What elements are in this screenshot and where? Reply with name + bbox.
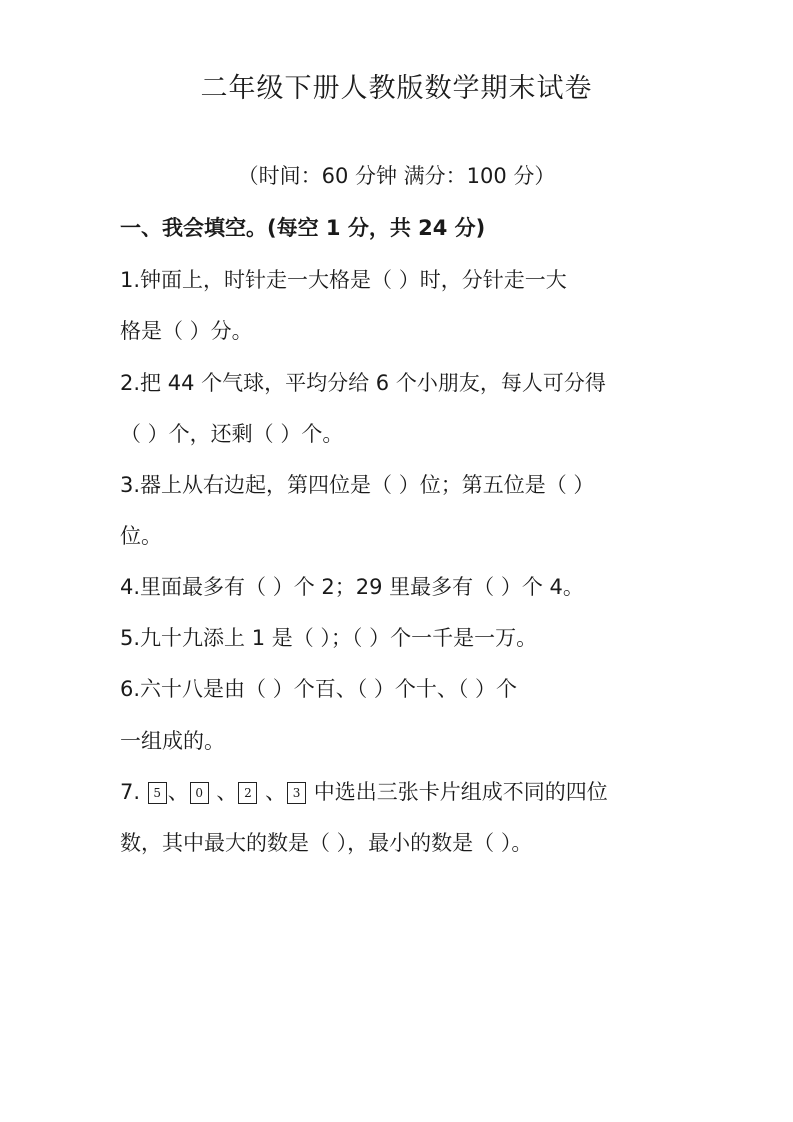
- question-6-line-2: 一组成的。: [120, 729, 225, 753]
- question-7-line-1: [120, 776, 680, 806]
- question-1-line-2: 格是（ ）分。: [120, 319, 253, 343]
- question-3-line-2: 位。: [120, 524, 162, 548]
- exam-info: （时间：60 分钟 满分：100 分）: [237, 164, 556, 188]
- question-2-line-1: 2.把 44 个气球，平均分给 6 个小朋友，每人可分得: [120, 371, 606, 395]
- question-3-line-1: 3.器上从右边起，第四位是（ ）位；第五位是（ ）: [120, 473, 595, 497]
- page-title: 二年级下册人教版数学期末试卷: [200, 73, 593, 104]
- question-5: 5.九十九添上 1 是（ ）；（ ）个一千是一万。: [120, 626, 538, 650]
- section-heading: 一、我会填空。(每空 1 分，共 24 分): [120, 216, 486, 240]
- question-6-line-1: 6.六十八是由（ ）个百、（ ）个十、（ ）个: [120, 677, 518, 701]
- question-7-prefix: 7.: [120, 780, 147, 804]
- card-separator: 、: [167, 780, 189, 804]
- question-4: 4.里面最多有（ ）个 2；29 里最多有（ ）个 4。: [120, 575, 584, 599]
- card-separator: 、: [258, 780, 287, 804]
- card-separator: 、: [209, 780, 238, 804]
- number-card-3: 3: [287, 782, 306, 804]
- question-2-line-2: （ ）个，还剩（ ）个。: [120, 422, 344, 446]
- number-card-5: 5: [148, 782, 167, 804]
- question-1-line-1: 1.钟面上，时针走一大格是（ ）时，分针走一大: [120, 268, 567, 292]
- question-7-suffix: 中选出三张卡片组成不同的四位: [307, 780, 608, 804]
- number-card-0: 0: [190, 782, 209, 804]
- question-7-line-2: 数，其中最大的数是（ ），最小的数是（ ）。: [120, 831, 533, 855]
- number-card-2: 2: [238, 782, 257, 804]
